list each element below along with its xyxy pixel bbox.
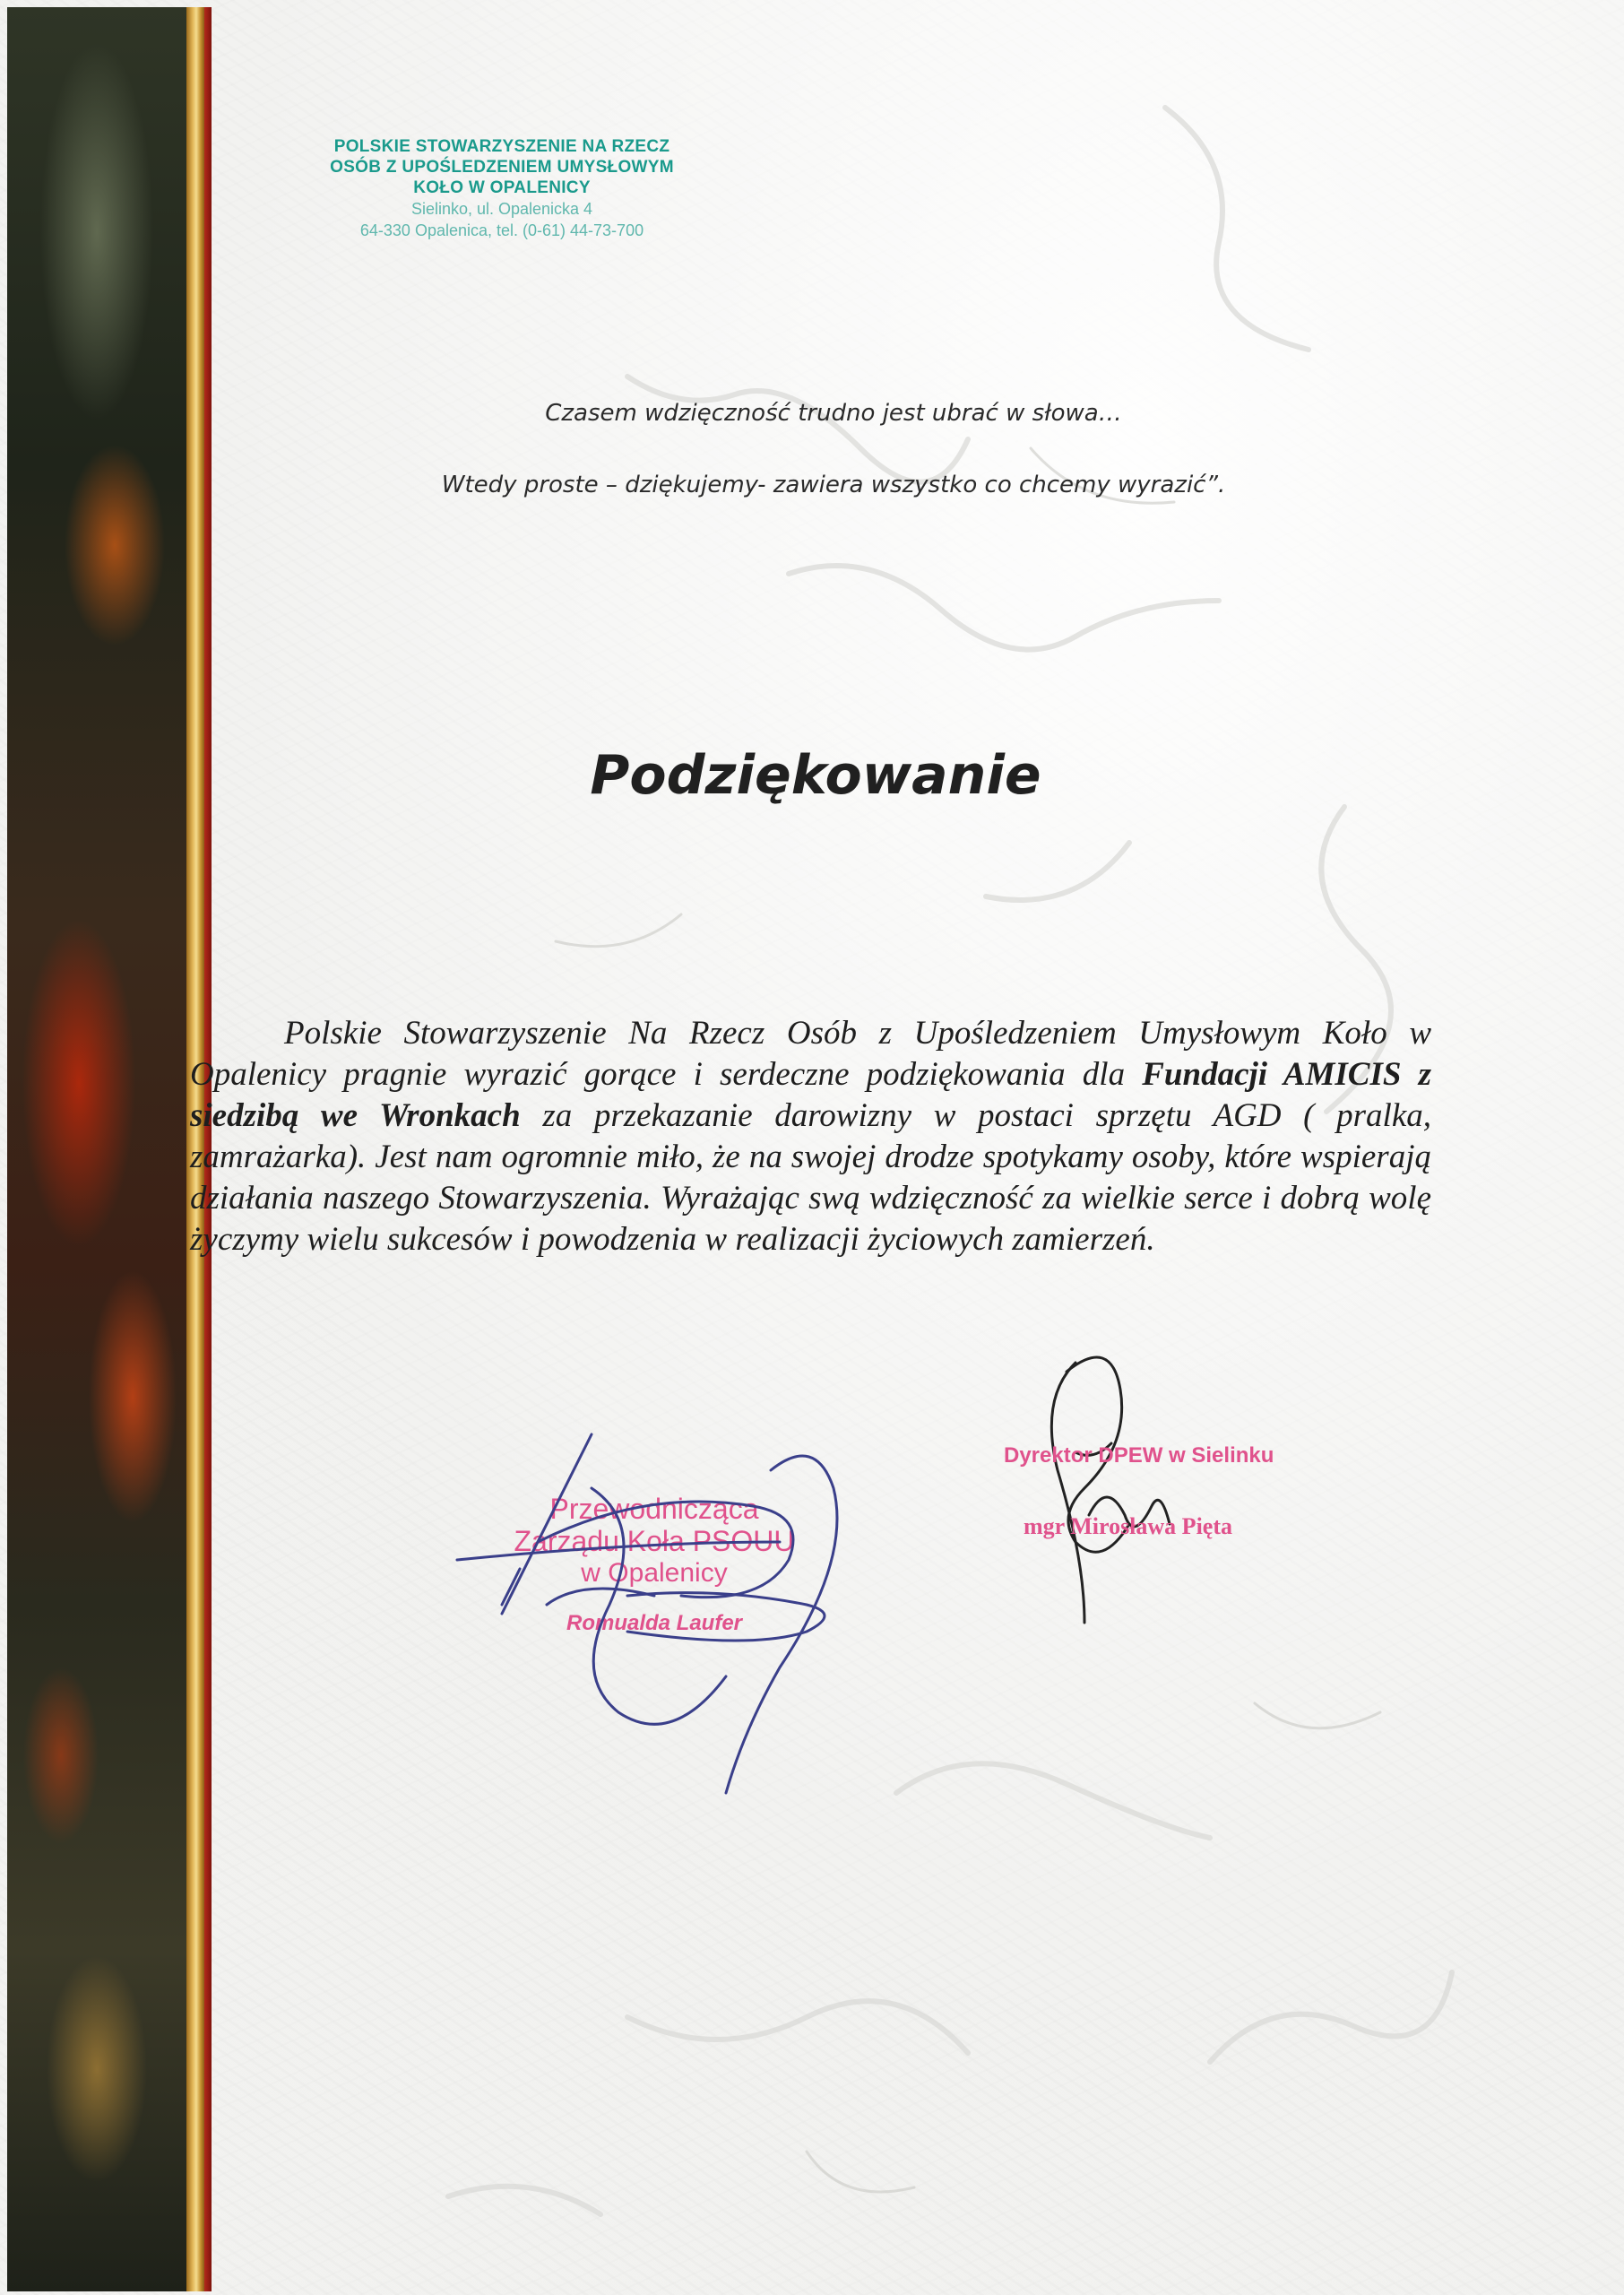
stamp-left-line-3: w Opalenicy bbox=[581, 1558, 728, 1588]
stamp-left-line-2: Zarządu Koła PSOUU bbox=[514, 1525, 795, 1557]
stamp-left-line-1: Przewodnicząca bbox=[549, 1493, 759, 1525]
motto-line-2: Wtedy proste – dziękujemy- zawiera wszystko co chcemy wyrazić”. bbox=[441, 472, 1226, 498]
letterhead-address: Sielinko, ul. Opalenicka 4 bbox=[410, 200, 593, 218]
letterhead-line-2: OSÓB Z UPOŚLEDZENIEM UMYSŁOWYM bbox=[330, 158, 674, 177]
stamp-director bbox=[1004, 1443, 1326, 1540]
stamp-right-title: Dyrektor DPEW w Sielinku bbox=[1004, 1443, 1274, 1468]
letterhead-phone: 64-330 Opalenica, tel. (0-61) 44-73-700 bbox=[359, 221, 644, 239]
signature-left bbox=[457, 1434, 837, 1793]
stamp-left-name: Romualda Laufer bbox=[566, 1611, 743, 1635]
letterhead-line-3: KOŁO W OPALENICY bbox=[413, 178, 591, 197]
motto-line-1: Czasem wdzięczność trudno jest ubrać w słowa… bbox=[545, 400, 1122, 427]
body-text-part-1: Polskie Stowarzyszenie Na Rzecz Osób z Upośledzeniem Umysłowym Koło w Opalenicy pragnie wyrazić gorące i serdeczne podziękowania dla bbox=[190, 1015, 1431, 1093]
page-title: Podziękowanie bbox=[590, 744, 1041, 807]
body-text-recipient: Fundacji AMICIS z siedzibą we Wronkach bbox=[190, 1056, 1431, 1134]
letterhead-line-1: POLSKIE STOWARZYSZENIE NA RZECZ bbox=[333, 137, 670, 156]
stamp-right-name: mgr Mirosława Pięta bbox=[1024, 1513, 1232, 1539]
body-text-part-2: za przekazanie darowizny w postaci sprzętu AGD ( pralka, zamrażarka). Jest nam ogromnie miło, że na swojej drodze spotykamy osoby, które wspierają działania naszego Stowarzyszenia. Wyrażając swą wdzięczność za wielkie serce i dobrą wolę życzymy wielu sukcesów i powodzenia w realizacji życiowych zamierzeń. bbox=[190, 1097, 1432, 1258]
